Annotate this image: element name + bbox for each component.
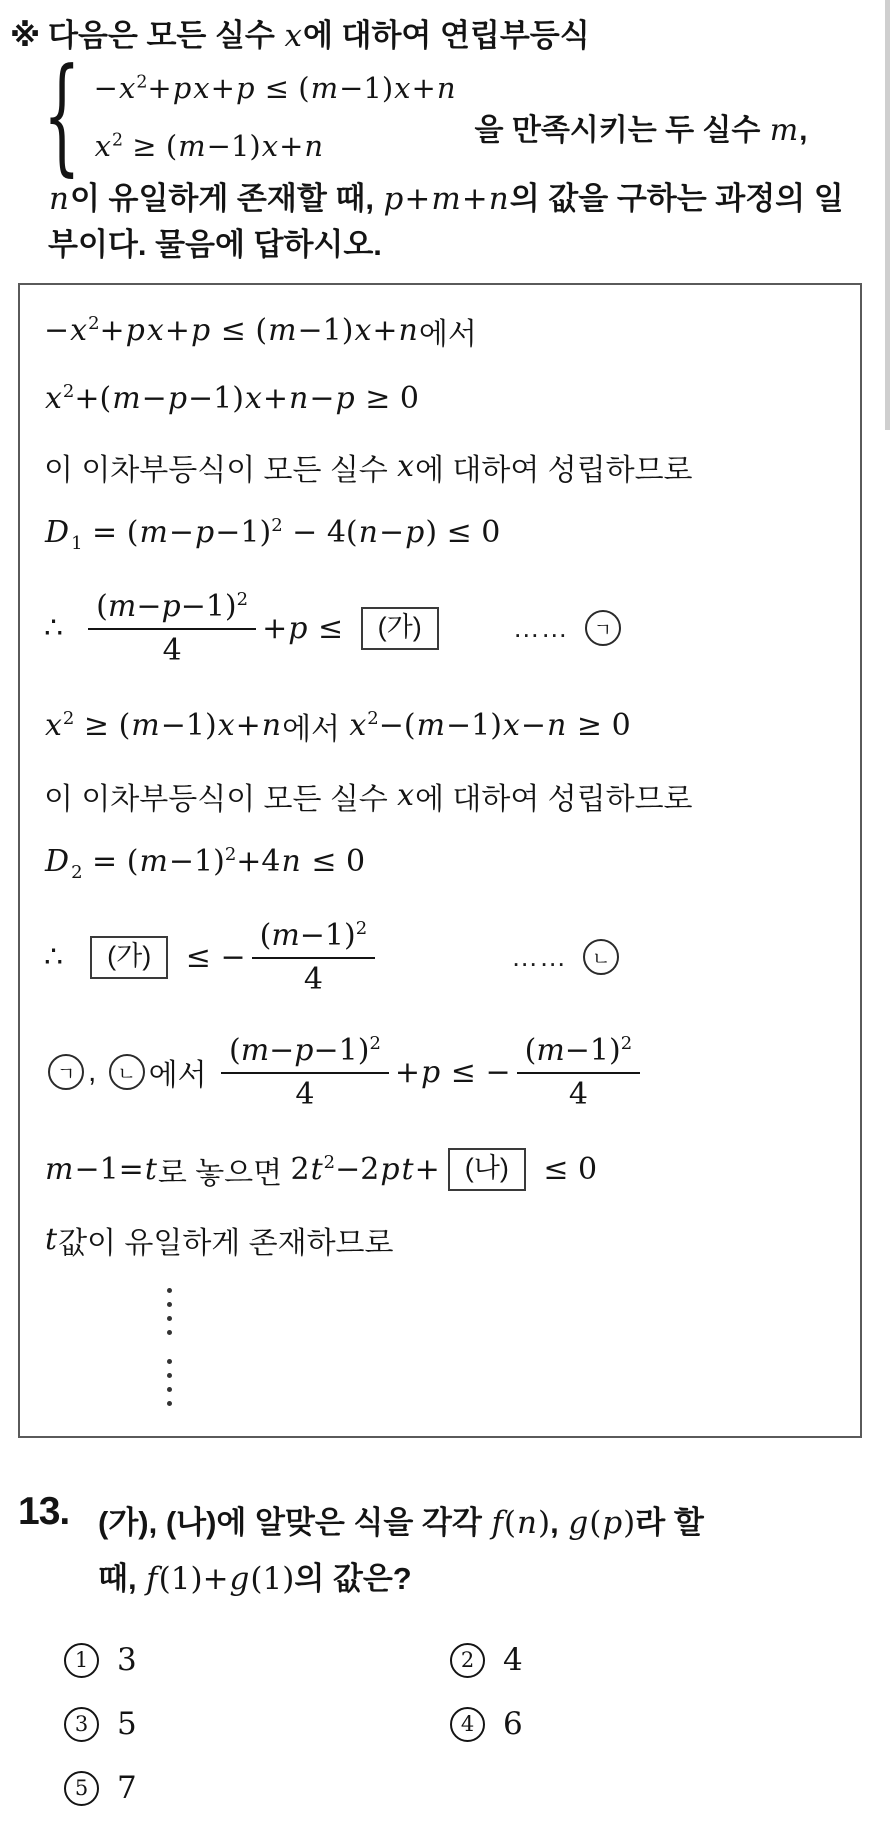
intro-line-1 [10, 14, 872, 58]
korean-text: 의 값을 구하는 과정의 일부이다. 물음에 답하시오. [48, 180, 844, 263]
math-run: x [397, 778, 415, 814]
ellipsis-dot [167, 1359, 172, 1364]
korean-text: , [550, 1504, 568, 1540]
ellipsis-dot [167, 1387, 172, 1392]
math-run: $2t^2-2pt+$ [290, 1152, 440, 1188]
scan-edge-artifact [885, 0, 890, 430]
math-run: g(p) [568, 1504, 636, 1541]
korean-text: 값이 유일하게 존재하므로 [58, 1226, 394, 1260]
fraction-denominator: 4 [568, 1076, 588, 1112]
question-13 [18, 1490, 872, 1807]
ellipsis-dot [167, 1373, 172, 1378]
system-equations [94, 68, 457, 167]
choice-number-circle: 1 [64, 1643, 99, 1678]
korean-text: 을 만족시키는 두 실수 [474, 113, 769, 147]
math-run: $x^2+(m-p-1)x+n-p \ge 0$ [45, 381, 420, 417]
derivation-line [44, 1218, 838, 1262]
blank-placeholder-box: (가) [361, 607, 439, 650]
ellipsis-dot [167, 1316, 172, 1321]
math-run: ∴ [44, 939, 83, 975]
choice-number-circle: 5 [64, 1771, 99, 1806]
derivation-line [44, 379, 838, 419]
fraction [517, 1033, 641, 1112]
math-run: t [45, 1222, 58, 1258]
leader-dots: …… [511, 941, 568, 972]
korean-text: 때, [98, 1561, 146, 1597]
fraction-numerator: $(m-1)^2$ [517, 1033, 641, 1074]
math-run: p+m+n [383, 180, 509, 217]
ellipsis-dot [167, 1288, 172, 1293]
math-run: x [284, 18, 302, 54]
derivation-line [44, 589, 838, 668]
circled-reference-mark: ㄱ [48, 1054, 84, 1090]
spacer [569, 628, 581, 629]
choice-value: 3 [117, 1642, 137, 1679]
math-run: f(n) [491, 1504, 551, 1541]
korean-text: , [88, 1055, 105, 1089]
math-run: x [397, 449, 415, 485]
korean-text: (가), (나)에 알맞은 식을 각각 [98, 1504, 491, 1540]
circled-reference-mark: ㄱ [585, 610, 621, 646]
answer-choice-2 [450, 1642, 872, 1678]
system-inequality-1 [94, 68, 457, 110]
korean-text: 에 대하여 성립하므로 [415, 782, 693, 816]
korean-text: 에 대하여 성립하므로 [415, 453, 693, 487]
system-brace: { [43, 43, 81, 190]
fraction-numerator: $(m-p-1)^2$ [221, 1033, 389, 1074]
math-run: m−1=t [45, 1152, 157, 1188]
fraction-denominator: 4 [295, 1076, 315, 1112]
fraction-numerator: $(m-1)^2$ [252, 918, 376, 959]
ellipsis-dot [167, 1330, 172, 1335]
korean-text: 라 할 [635, 1504, 704, 1540]
choice-value: 4 [503, 1642, 523, 1679]
math-run: $-x^2+px+p \le (m-1)x+n$ [44, 313, 418, 349]
answer-choice-4 [450, 1706, 872, 1742]
system-inequality-2 [94, 126, 457, 168]
korean-text: 이 이차부등식이 모든 실수 [44, 782, 397, 816]
question-row [18, 1490, 872, 1609]
korean-text: 로 놓으면 [157, 1156, 291, 1190]
math-run: $x^2 \ge (m-1)x+n$ [94, 128, 324, 163]
korean-text: 이 이차부등식이 모든 실수 [44, 453, 397, 487]
choice-value: 6 [503, 1706, 523, 1743]
problem-intro [10, 14, 872, 269]
derivation-line [44, 704, 838, 748]
korean-text: , [799, 113, 808, 147]
leader-dots: …… [512, 612, 569, 643]
korean-text: 의 값은? [294, 1561, 412, 1597]
math-run: n [49, 180, 69, 217]
korean-text: 이 유일하게 존재할 때, [69, 180, 383, 216]
question-text-line2 [98, 1551, 704, 1608]
math-run: f(1)+g(1) [146, 1561, 295, 1598]
fraction [252, 918, 376, 997]
korean-text: 에서 [418, 317, 477, 351]
fraction-denominator: 4 [303, 961, 323, 997]
ellipsis-dot [167, 1401, 172, 1406]
spacer [567, 957, 579, 958]
question-text-line1 [98, 1495, 704, 1552]
math-run: $x^2 \ge (m-1)x+n$ [45, 708, 282, 744]
circled-reference-mark: ㄴ [583, 939, 619, 975]
choice-number-circle: 4 [450, 1707, 485, 1742]
math-run: +p ≤ − [394, 1054, 511, 1090]
derivation-box [18, 283, 862, 1438]
system-suffix-text [475, 110, 808, 152]
derivation-line [44, 1033, 838, 1112]
answer-choice-5 [64, 1770, 450, 1806]
math-run: ∴ [44, 610, 83, 646]
spacer [447, 628, 513, 629]
fraction-numerator: $(m-p-1)^2$ [88, 589, 256, 630]
reference-asterisk-marker: ※ [10, 18, 41, 53]
intro-line1-text [48, 14, 590, 58]
choice-number-circle: 3 [64, 1707, 99, 1742]
blank-placeholder-box: (나) [448, 1148, 526, 1191]
vertical-ellipsis [166, 1288, 172, 1335]
fraction-denominator: 4 [162, 632, 182, 668]
fraction [88, 589, 256, 668]
inequality-system [43, 43, 872, 190]
derivation-line [44, 918, 838, 997]
korean-text: 에서 [148, 1059, 215, 1093]
answer-choices [64, 1642, 872, 1806]
derivation-line [44, 844, 838, 884]
fraction [221, 1033, 389, 1112]
derivation-line [44, 515, 838, 555]
korean-text: 에서 [282, 712, 349, 746]
korean-text: 다음은 모든 실수 [48, 18, 284, 53]
vertical-ellipsis [166, 1359, 172, 1406]
question-text [98, 1490, 704, 1609]
circled-reference-mark: ㄴ [109, 1054, 145, 1090]
spacer [381, 957, 511, 958]
answer-choice-1 [64, 1642, 450, 1678]
math-run: ≤ 0 [533, 1152, 598, 1188]
math-run: m [769, 112, 799, 148]
math-run: $x^2-(m-1)x-n \ge 0$ [349, 708, 631, 744]
answer-choice-3 [64, 1706, 450, 1742]
blank-placeholder-box: (가) [90, 936, 168, 979]
derivation-line [44, 309, 838, 353]
math-run: $-x^2+px+p \le (m-1)x+n$ [93, 71, 456, 106]
derivation-line [44, 1148, 838, 1192]
intro-line-2 [48, 176, 872, 269]
choice-value: 7 [117, 1770, 137, 1807]
choice-value: 5 [117, 1706, 137, 1743]
derivation-line [44, 445, 838, 489]
ellipsis-dot [167, 1302, 172, 1307]
math-run: ≤ − [176, 939, 246, 975]
korean-text: 에 대하여 연립부등식 [302, 18, 590, 53]
question-number: 13. [18, 1489, 70, 1533]
math-run: D $_1 = (m-p-1)^2 - 4(n-p) \le 0$ [45, 515, 501, 555]
derivation-line [44, 774, 838, 818]
math-run: +p ≤ [262, 610, 353, 646]
choice-number-circle: 2 [450, 1643, 485, 1678]
math-run: D $_2 = (m-1)^2+4n \le 0$ [45, 844, 366, 884]
